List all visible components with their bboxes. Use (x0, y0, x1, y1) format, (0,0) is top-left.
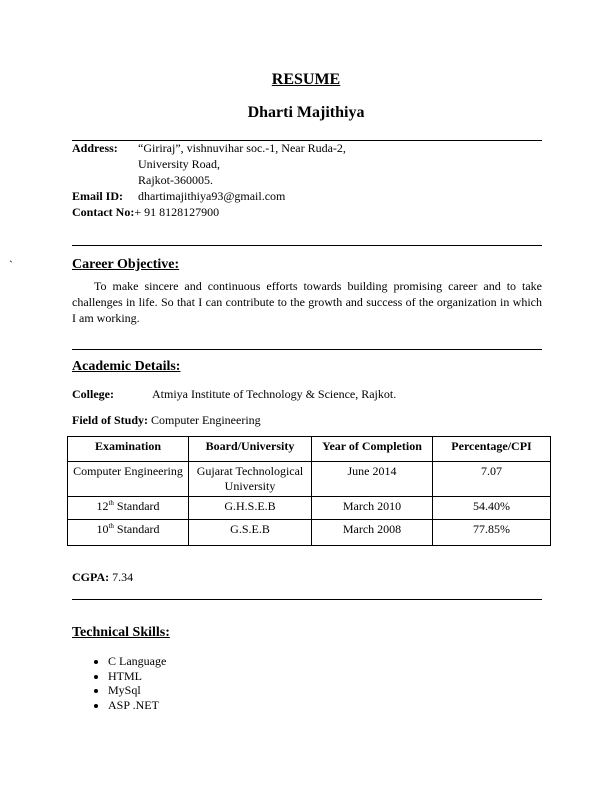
stray-mark: ` (9, 258, 13, 272)
cell: Computer Engineering (68, 462, 189, 497)
standard: Standard (116, 499, 160, 513)
address-line: “Giriraj”, vishnuvihar soc.-1, Near Ruda-2, (138, 141, 346, 155)
grade: 10 (96, 522, 109, 536)
cgpa-label: CGPA: (72, 570, 110, 584)
cell: Gujarat Technological University (189, 462, 312, 497)
address-line: University Road, (138, 157, 220, 171)
email: dhartimajithiya93@gmail.com (138, 189, 286, 203)
field-label: Field of Study: (72, 413, 149, 427)
table-row (68, 497, 551, 520)
college-label: College: (72, 387, 114, 401)
phone-label: Contact No: (72, 205, 135, 219)
table-row (68, 462, 551, 497)
divider (72, 245, 542, 246)
cell: G.H.S.E.B (189, 497, 312, 520)
divider (72, 599, 542, 600)
skills-list (72, 654, 166, 712)
cgpa (72, 570, 133, 585)
field-value: Computer Engineering (151, 413, 261, 427)
email-label: Email ID: (72, 189, 123, 203)
table-header-row (68, 437, 551, 462)
superscript: th (108, 499, 114, 507)
field-of-study (72, 413, 261, 428)
divider (72, 349, 542, 350)
column-header: Examination (68, 437, 189, 462)
cell: June 2014 (312, 462, 433, 497)
grade: 12 (96, 499, 109, 513)
college: Atmiya Institute of Technology & Science, Rajkot. (152, 387, 397, 401)
list-item: • HTML (108, 669, 166, 684)
column-header: Board/University (189, 437, 312, 462)
resume-title: RESUME (271, 71, 341, 88)
candidate-name: Dharti Majithiya (247, 104, 365, 121)
standard: Standard (116, 522, 160, 536)
cell: March 2010 (312, 497, 433, 520)
cell: G.S.E.B (189, 520, 312, 546)
cell: 54.40% (433, 497, 551, 520)
career-objective-text: To make sincere and continuous efforts towards building promising career and to take challenges in life. So that I can contribute to the growth and success of the organization in which I am working. (72, 279, 542, 325)
academic-table (67, 436, 551, 546)
cell (68, 520, 189, 546)
list-item: • C Language (108, 654, 166, 669)
address-label: Address: (72, 141, 118, 155)
contact-row (72, 205, 219, 220)
address-line: Rajkot-360005. (138, 173, 213, 187)
cell: 7.07 (433, 462, 551, 497)
cell (68, 497, 189, 520)
column-header: Percentage/CPI (433, 437, 551, 462)
list-item: • ASP .NET (108, 698, 166, 713)
cell: March 2008 (312, 520, 433, 546)
table-row (68, 520, 551, 546)
cell: 77.85% (433, 520, 551, 546)
academic-details-heading: Academic Details: (72, 359, 181, 374)
column-header: Year of Completion (312, 437, 433, 462)
superscript: th (108, 522, 114, 530)
career-objective-heading: Career Objective: (72, 257, 180, 272)
technical-skills-heading: Technical Skills: (72, 625, 170, 640)
list-item: • MySql (108, 683, 166, 698)
cgpa-value: 7.34 (112, 570, 134, 584)
phone: + 91 8128127900 (134, 205, 220, 219)
